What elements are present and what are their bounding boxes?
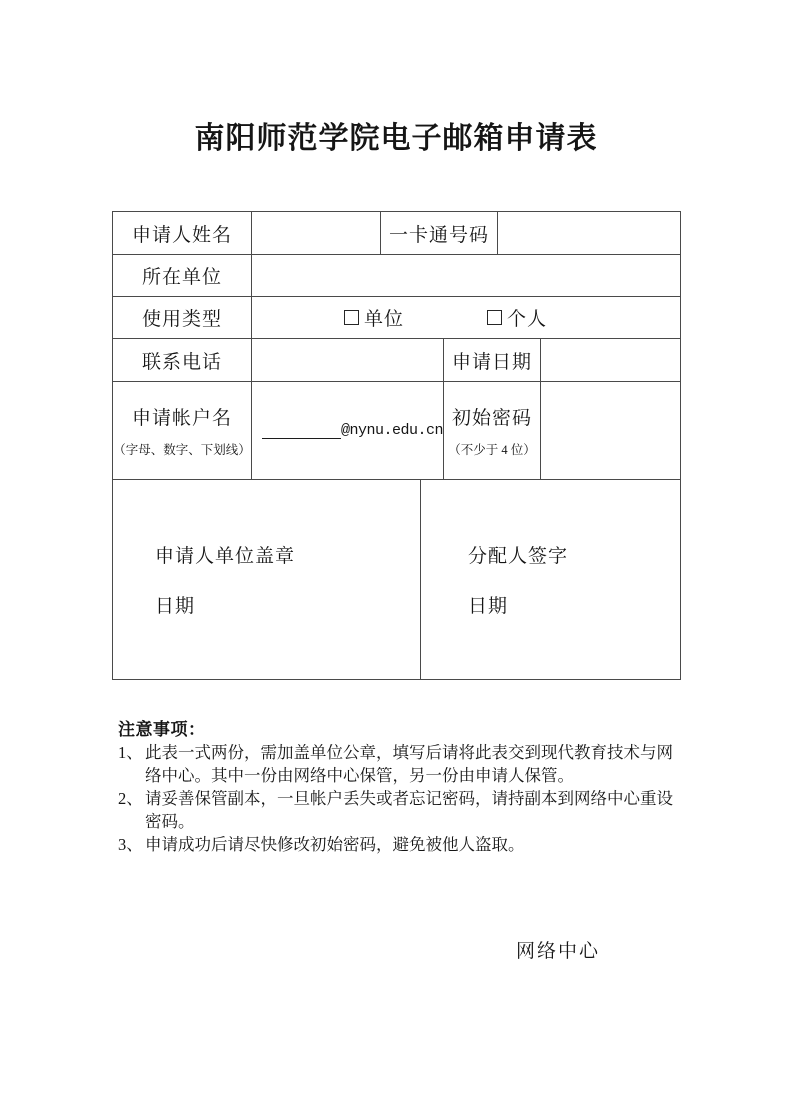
stamp-label: 申请人单位盖章 bbox=[155, 546, 296, 567]
applicant-name-input-cell bbox=[252, 212, 381, 255]
note-number: 1、 bbox=[118, 743, 143, 762]
card-number-label: 一卡通号码 bbox=[381, 212, 498, 255]
account-input-cell bbox=[252, 382, 444, 480]
unit-checkbox-icon bbox=[344, 310, 359, 325]
note-text: 请妥善保管副本，一旦帐户丢失或者忘记密码，请持副本到网络中心重设密码。 bbox=[145, 789, 673, 831]
assigner-cell bbox=[421, 480, 681, 680]
note-item bbox=[118, 787, 684, 833]
assigner-date-label: 日期 bbox=[468, 596, 509, 617]
form-title: 南阳师范学院电子邮箱申请表 bbox=[194, 122, 598, 155]
account-blank-line bbox=[262, 422, 341, 439]
usage-type-options-cell bbox=[252, 297, 681, 339]
password-label: 初始密码 bbox=[451, 408, 532, 429]
notes-heading: 注意事项： bbox=[118, 720, 206, 739]
unit-input-cell bbox=[252, 255, 681, 297]
stamp-date-label: 日期 bbox=[155, 596, 196, 617]
password-label-cell bbox=[444, 382, 541, 480]
note-item bbox=[118, 833, 684, 856]
assigner-label: 分配人签字 bbox=[468, 546, 569, 567]
account-line bbox=[262, 422, 443, 439]
account-label: 申请帐户名 bbox=[131, 408, 232, 429]
password-input-cell bbox=[541, 382, 681, 480]
account-domain: @nynu.edu.cn bbox=[341, 422, 444, 439]
phone-label: 联系电话 bbox=[113, 339, 252, 382]
applicant-name-label: 申请人姓名 bbox=[113, 212, 252, 255]
usage-option-unit bbox=[344, 304, 404, 331]
usage-option-personal-label: 个人 bbox=[507, 309, 548, 330]
network-center-signature: 网络中心 bbox=[516, 941, 601, 962]
unit-label: 所在单位 bbox=[113, 255, 252, 297]
usage-option-unit-label: 单位 bbox=[364, 309, 405, 330]
personal-checkbox-icon bbox=[487, 310, 502, 325]
password-sublabel: （不少于 4 位） bbox=[448, 443, 536, 457]
note-text: 申请成功后请尽快修改初始密码，避免被他人盗取。 bbox=[145, 835, 525, 854]
apply-date-label: 申请日期 bbox=[444, 339, 541, 382]
notes-section bbox=[118, 718, 684, 856]
stamp-cell bbox=[113, 480, 421, 680]
apply-date-input-cell bbox=[541, 339, 681, 382]
note-number: 2、 bbox=[118, 789, 143, 808]
card-number-input-cell bbox=[498, 212, 681, 255]
account-sublabel: （字母、数字、下划线） bbox=[113, 443, 251, 457]
account-label-cell bbox=[113, 382, 252, 480]
application-form-table bbox=[112, 211, 681, 680]
note-item bbox=[118, 741, 684, 787]
note-text: 此表一式两份，需加盖单位公章，填写后请将此表交到现代教育技术与网络中心。其中一份由网络中心保管，另一份由申请人保管。 bbox=[145, 743, 673, 785]
note-number: 3、 bbox=[118, 835, 143, 854]
usage-option-personal bbox=[487, 304, 547, 331]
usage-type-label: 使用类型 bbox=[113, 297, 252, 339]
phone-input-cell bbox=[252, 339, 444, 382]
